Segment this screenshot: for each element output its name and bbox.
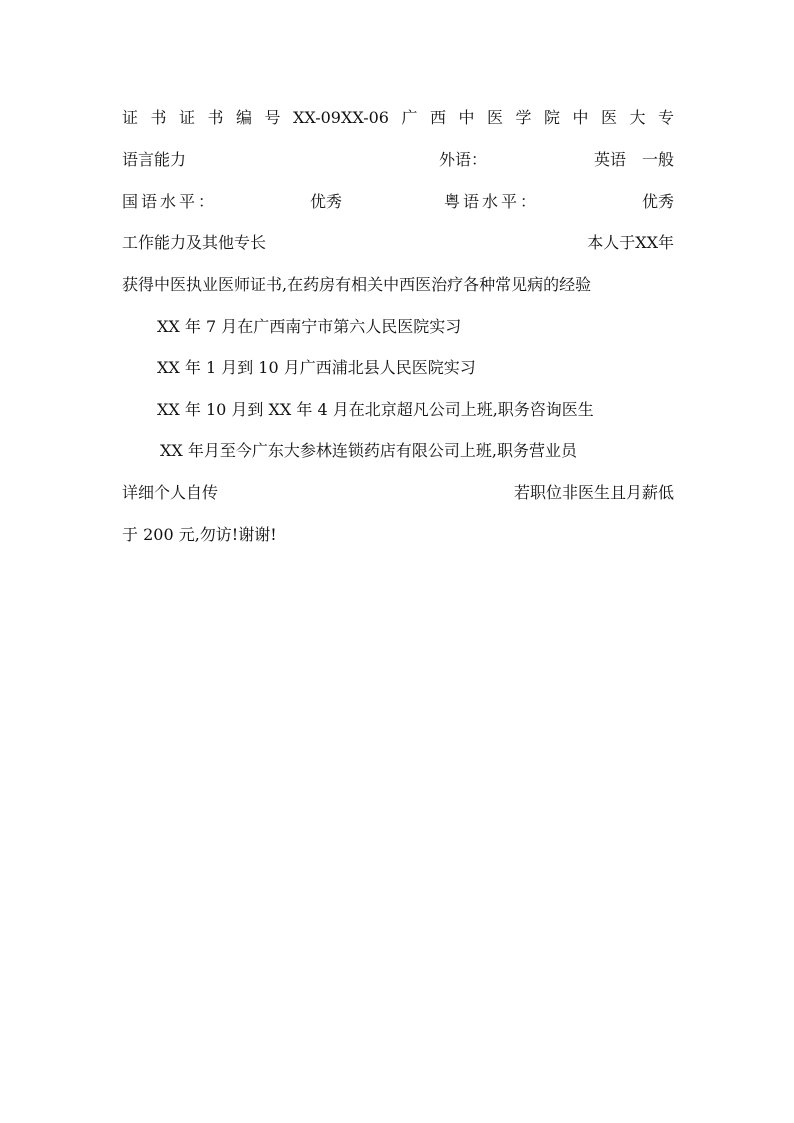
- certificate-line: [122, 107, 674, 129]
- mandarin-value: 优秀: [310, 192, 343, 211]
- language-line: [122, 149, 674, 171]
- char: 编: [236, 108, 253, 127]
- experience-item: XX 年 10 月到 XX 年 4 月在北京超凡公司上班,职务咨询医生: [157, 400, 594, 419]
- foreign-language-label: 外语：: [439, 150, 488, 169]
- char: 广: [401, 108, 418, 127]
- char: 中: [458, 108, 475, 127]
- autobiography-line: [122, 482, 674, 504]
- char: 书: [207, 108, 224, 127]
- char: 专: [657, 108, 674, 127]
- char: 书: [150, 108, 167, 127]
- mandarin-label: 国语水平：: [122, 192, 218, 211]
- char: 证: [179, 108, 196, 127]
- dialect-line: [122, 191, 674, 213]
- skills-text: 获得中医执业医师证书,在药房有相关中西医治疗各种常见病的经验: [122, 275, 592, 294]
- experience-item: XX 年月至今广东大参林连锁药店有限公司上班,职务营业员: [160, 441, 577, 460]
- autobiography-text: 于 200 元,勿访!谢谢!: [122, 525, 277, 544]
- char: 大: [629, 108, 646, 127]
- char: 医: [600, 108, 617, 127]
- experience-item: XX 年 7 月在广西南宁市第六人民医院实习: [157, 317, 462, 336]
- char: 证: [122, 108, 139, 127]
- certificate-number: XX-09XX-06: [293, 108, 389, 127]
- skills-line: [122, 232, 674, 254]
- experience-item: XX 年 1 月到 10 月广西浦北县人民医院实习: [157, 358, 476, 377]
- char: 西: [429, 108, 446, 127]
- cantonese-label: 粤语水平：: [444, 192, 540, 211]
- char: 医: [486, 108, 503, 127]
- language-label: 语言能力: [122, 150, 187, 169]
- char: 中: [572, 108, 589, 127]
- char: 学: [515, 108, 532, 127]
- skills-label: 工作能力及其他专长: [122, 233, 267, 252]
- char: 院: [543, 108, 560, 127]
- skills-text-start: 本人于XX年: [587, 233, 674, 252]
- cantonese-value: 优秀: [641, 192, 674, 211]
- autobiography-label: 详细个人自传: [122, 483, 219, 502]
- autobiography-text-start: 若职位非医生且月薪低: [513, 483, 674, 502]
- char: 号: [264, 108, 281, 127]
- foreign-language-value: 英语 一般: [593, 150, 674, 169]
